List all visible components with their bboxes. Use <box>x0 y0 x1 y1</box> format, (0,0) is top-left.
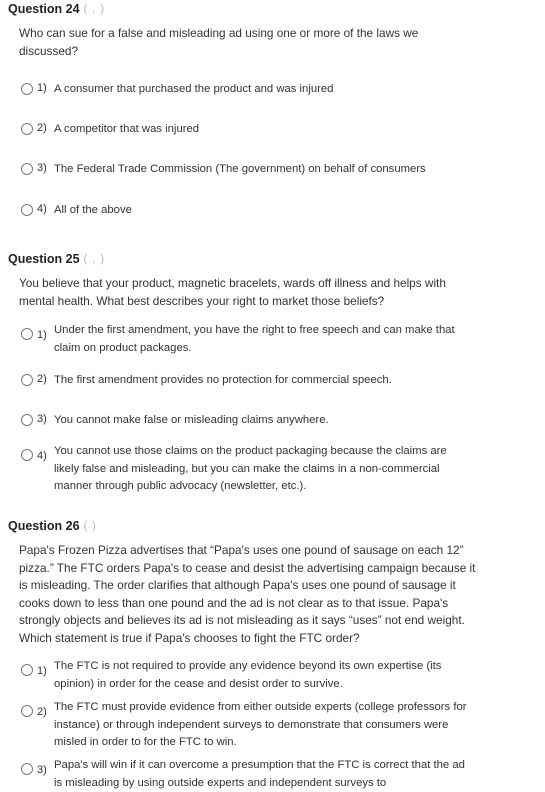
question-25-option-1[interactable] <box>21 323 464 357</box>
question-26-option-2[interactable] <box>21 700 474 752</box>
radio-button[interactable] <box>21 664 33 676</box>
question-25-option-2[interactable] <box>21 373 474 390</box>
question-title: Question 26 <box>8 519 80 533</box>
question-points: ( , ) <box>83 3 106 15</box>
option-text: The Federal Trade Commission (The government) on behalf of consumers <box>54 163 426 175</box>
radio-button[interactable] <box>21 123 33 135</box>
radio-button[interactable] <box>21 374 33 386</box>
option-number: 3) <box>37 413 47 425</box>
question-24-header <box>8 2 105 16</box>
option-number: 2) <box>37 373 47 385</box>
option-text: Papa's will win if it can overcome a presumption that the FTC is correct that the ad is misleading by using outside experts and independent surveys to <box>54 759 465 789</box>
radio-button[interactable] <box>21 414 33 426</box>
option-text: Under the first amendment, you have the right to free speech and can make that claim on product packages. <box>54 324 455 354</box>
option-text: All of the above <box>54 204 132 216</box>
question-25-header <box>8 252 105 266</box>
question-points: ( , ) <box>83 253 106 265</box>
option-text: A consumer that purchased the product and was injured <box>54 83 334 95</box>
question-points: ( ) <box>83 520 97 532</box>
question-26-option-1[interactable] <box>21 659 474 693</box>
option-text: A competitor that was injured <box>54 123 200 135</box>
option-number: 4) <box>37 203 47 215</box>
option-number: 3) <box>37 764 47 776</box>
radio-button[interactable] <box>21 328 33 340</box>
question-26-option-3[interactable] <box>21 758 474 792</box>
option-number: 4) <box>37 450 47 462</box>
radio-button[interactable] <box>21 449 33 461</box>
question-title: Question 24 <box>8 2 80 16</box>
option-number: 1) <box>37 82 47 94</box>
question-24-prompt: Who can sue for a false and misleading ad using one or more of the laws we discussed? <box>19 26 419 58</box>
radio-button[interactable] <box>21 204 33 216</box>
question-25-prompt: You believe that your product, magnetic bracelets, wards off illness and helps with mental health. What best describes your right to market those beliefs? <box>19 276 446 308</box>
question-24-option-4[interactable] <box>21 203 474 220</box>
question-26-header <box>8 519 97 533</box>
question-24-option-1[interactable] <box>21 82 474 99</box>
radio-button[interactable] <box>21 705 33 717</box>
radio-button[interactable] <box>21 83 33 95</box>
question-title: Question 25 <box>8 252 80 266</box>
question-25-option-3[interactable] <box>21 413 474 430</box>
radio-button[interactable] <box>21 763 33 775</box>
radio-button[interactable] <box>21 163 33 175</box>
option-text: You cannot use those claims on the product packaging because the claims are likely false and misleading, but you can make the claims in a non-commercial manner through public advocacy (newsletter, etc.). <box>54 445 447 492</box>
option-text: The FTC must provide evidence from either outside experts (college professors for instance) or through independent surveys to demonstrate that consumers were misled in order to for the FTC to win. <box>54 701 467 748</box>
option-number: 2) <box>37 706 47 718</box>
option-text: The first amendment provides no protection for commercial speech. <box>54 374 392 386</box>
option-number: 2) <box>37 122 47 134</box>
option-number: 1) <box>37 665 47 677</box>
option-text: You cannot make false or misleading claims anywhere. <box>54 414 329 426</box>
option-text: The FTC is not required to provide any evidence beyond its own expertise (its opinion) in order for the cease and desist order to survive. <box>54 660 442 690</box>
option-number: 1) <box>37 329 47 341</box>
question-26-prompt: Papa's Frozen Pizza advertises that “Papa's uses one pound of sausage on each 12” pizza.” The FTC orders Papa's to cease and desist the advertising campaign because it is misleading. The order clarifies that although Papa's uses one pound of sausage it cooks down to less than one pound and the ad is not clear as to that issue. Papa's strongly objects and believes its ad is not misleading as it says “uses” not end weight. Which statement is true if Papa's chooses to fight the FTC order? <box>19 543 476 645</box>
question-25-option-4[interactable] <box>21 444 474 496</box>
option-number: 3) <box>37 162 47 174</box>
question-24-option-2[interactable] <box>21 122 474 139</box>
question-24-option-3[interactable] <box>21 162 484 179</box>
